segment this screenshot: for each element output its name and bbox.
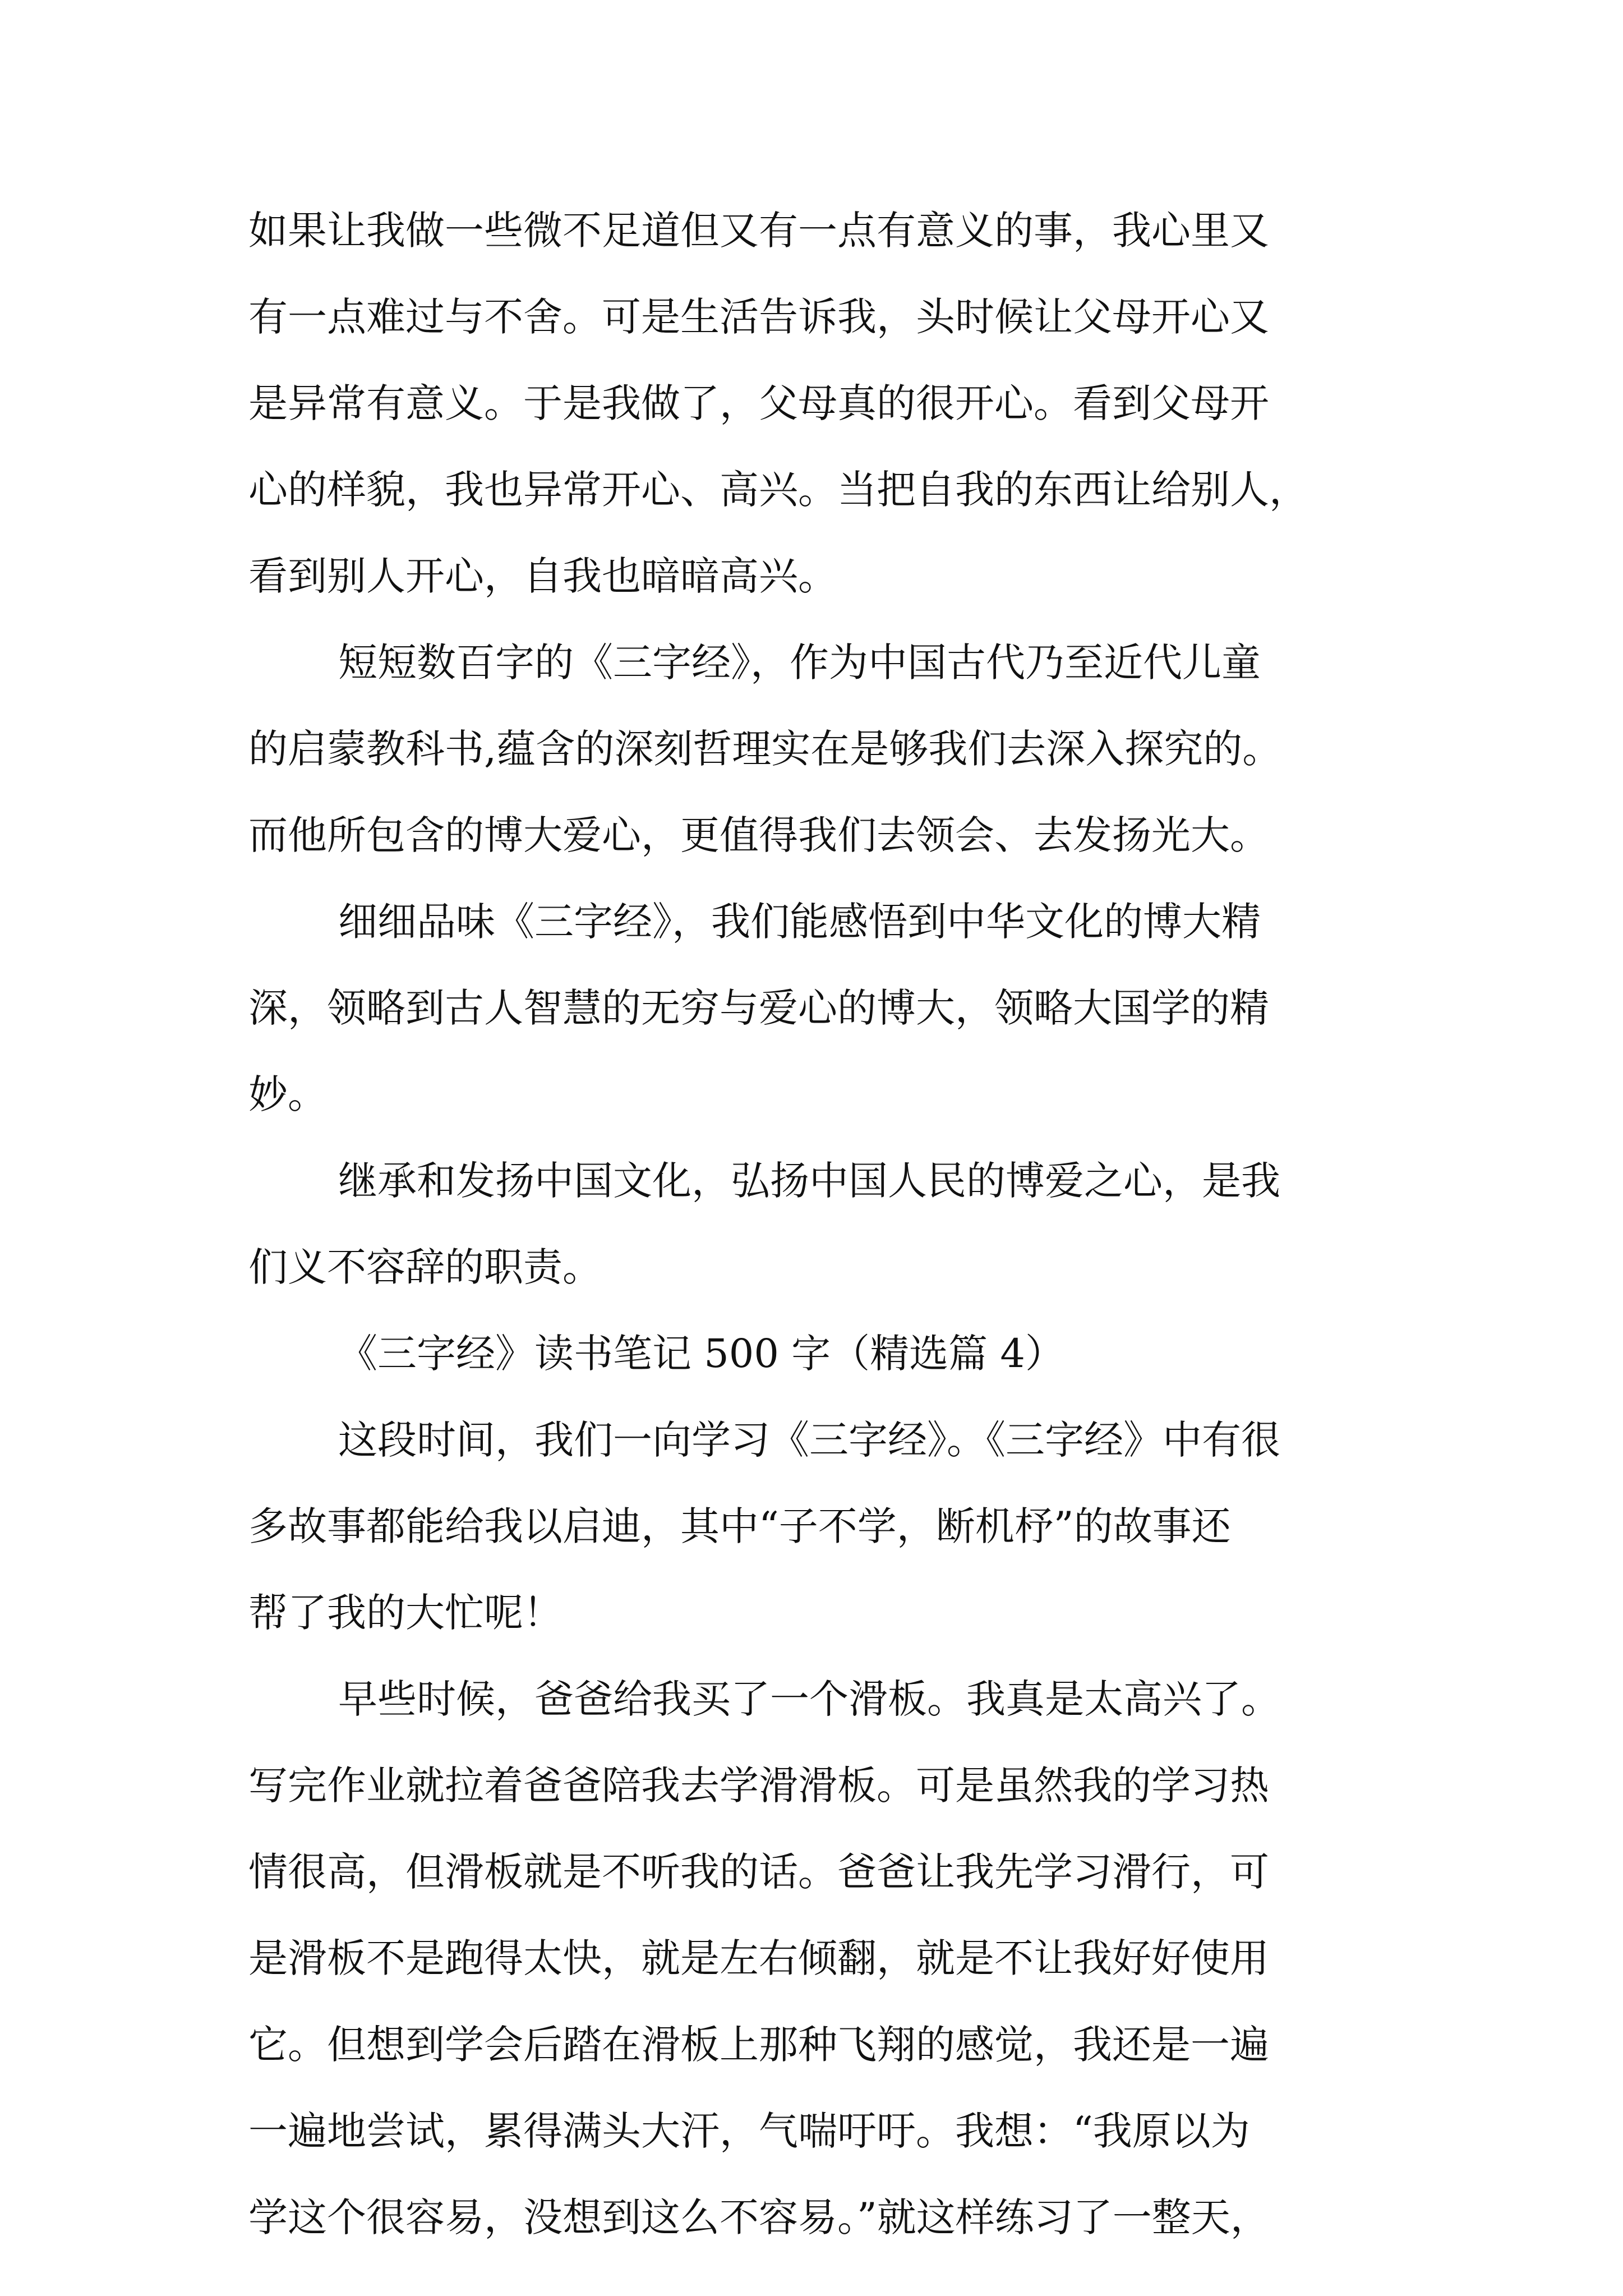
text-line: 情很高，但滑板就是不听我的话。爸爸让我先学习滑行，可 (248, 1849, 1269, 1895)
text-line: 而他所包含的博大爱心，更值得我们去领会、去发扬光大。 (248, 812, 1269, 858)
text-line: 如果让我做一些微不足道但又有一点有意义的事，我心里又 (248, 208, 1269, 254)
paragraph (248, 1411, 1393, 1641)
text-line: 是异常有意义。于是我做了，父母真的很开心。看到父母开 (248, 380, 1269, 426)
text-line: 细细品味《三字经》，我们能感悟到中华文化的博大精 (338, 899, 1261, 945)
text-line: 短短数百字的《三字经》，作为中国古代乃至近代儿童 (338, 639, 1261, 685)
text-line: 心的样貌，我也异常开心、高兴。当把自我的东西让给别人， (248, 467, 1308, 513)
text-line: 是滑板不是跑得太快，就是左右倾翻，就是不让我好好使用 (248, 1935, 1269, 1981)
paragraph (248, 1152, 1393, 1296)
text-line: 妙。 (248, 1071, 327, 1117)
paragraph (248, 1671, 1393, 2246)
heading-text: 《三字经》读书笔记 500 字（精选篇 4） (338, 1331, 1064, 1377)
text-line: 学这个很容易，没想到这么不容易。”就这样练习了一整天， (248, 2194, 1270, 2240)
text-line: 它。但想到学会后踏在滑板上那种飞翔的感觉，我还是一遍 (248, 2022, 1269, 2068)
text-line: 深，领略到古人智慧的无穷与爱心的博大，领略大国学的精 (248, 985, 1269, 1031)
text-line: 继承和发扬中国文化，弘扬中国人民的博爱之心，是我 (338, 1158, 1280, 1204)
text-line: 早些时候，爸爸给我买了一个滑板。我真是太高兴了。 (338, 1676, 1280, 1722)
text-line: 有一点难过与不舍。可是生活告诉我，头时候让父母开心又 (248, 294, 1269, 340)
body-text (248, 202, 1393, 2275)
paragraph (248, 202, 1393, 605)
paragraph (248, 634, 1393, 864)
text-line: 写完作业就拉着爸爸陪我去学滑滑板。可是虽然我的学习热 (248, 1763, 1269, 1809)
text-line: 一遍地尝试，累得满头大汗，气喘吁吁。我想：“我原以为 (248, 2108, 1250, 2154)
text-line: 帮了我的大忙呢！ (248, 1590, 562, 1636)
section-heading (248, 1325, 1393, 1382)
text-line: 们义不容辞的职责。 (248, 1244, 602, 1290)
text-line: 多故事都能给我以启迪，其中“子不学，断机杼”的故事还 (248, 1503, 1231, 1549)
text-line: 这段时间，我们一向学习《三字经》。《三字经》中有很 (338, 1417, 1280, 1463)
text-line: 看到别人开心，自我也暗暗高兴。 (248, 553, 837, 599)
paragraph (248, 893, 1393, 1123)
text-line: 的启蒙教科书,蕴含的深刻哲理实在是够我们去深入探究的。 (248, 726, 1282, 772)
